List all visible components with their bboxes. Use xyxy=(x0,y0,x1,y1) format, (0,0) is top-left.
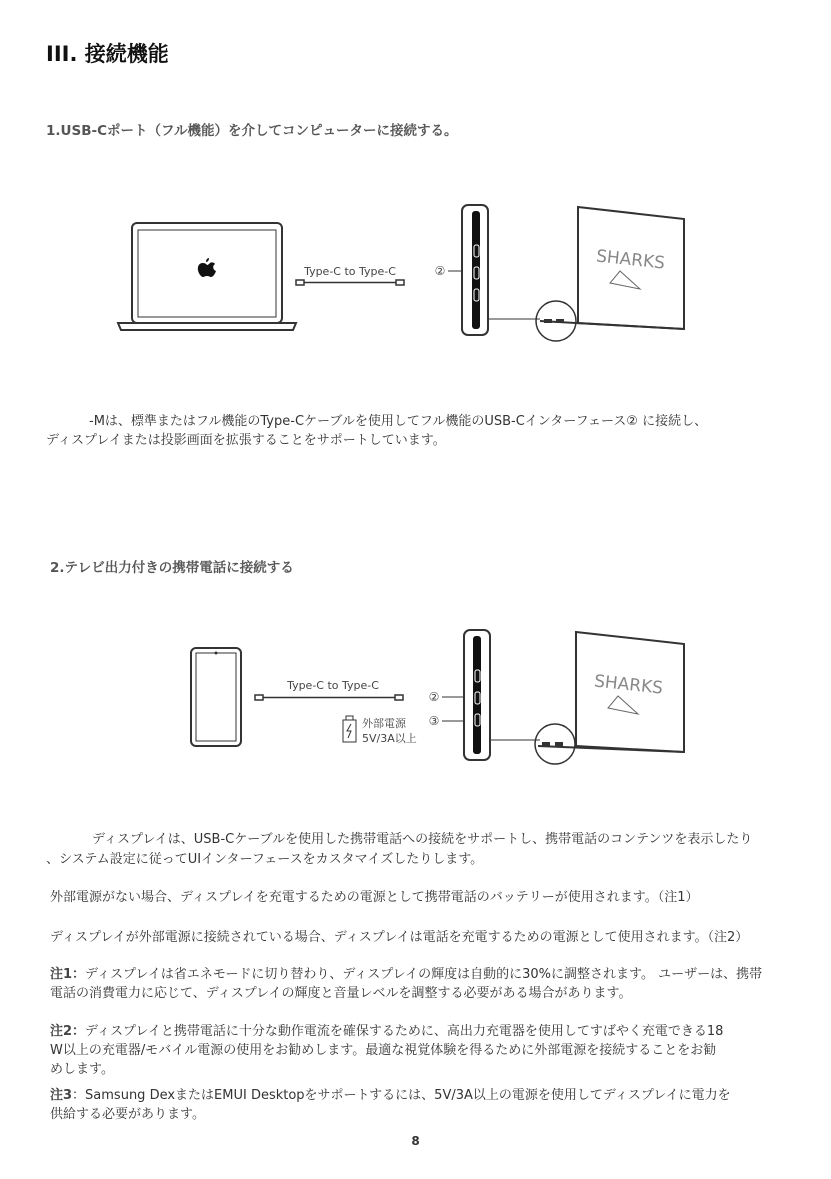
note-1-label: 注1： xyxy=(50,967,86,982)
monitor-side-icon xyxy=(464,630,490,760)
note-no-power: 外部電源がない場合、ディスプレイを充電するための電源として携帯電話のバッテリーが使用されます。（注1） xyxy=(50,890,699,905)
page-title: III. 接続機能 xyxy=(46,42,169,66)
note-3-line2: 供給する必要があります。 xyxy=(50,1107,205,1122)
section1-paragraph-line1: -Mは、標準またはフル機能のType-Cケーブルを使用してフル機能のUSB-Cインターフェース② に接続し、 xyxy=(89,414,708,429)
port-marker: ② xyxy=(434,264,446,278)
cable-label: Type-C to Type-C xyxy=(304,265,396,278)
cable-icon xyxy=(255,695,403,700)
section2-paragraph-line2: 、システム設定に従ってUIインターフェースをカスタマイズしたりします。 xyxy=(46,852,484,867)
note-3 xyxy=(50,1086,731,1124)
section1-title: 1.USB-Cポート（フル機能）を介してコンピューターに接続する。 xyxy=(46,123,458,139)
cable-icon xyxy=(296,280,404,285)
diagram-phone-connection xyxy=(180,620,710,770)
note-2-line1: ディスプレイと携帯電話に十分な動作電流を確保するために、高出力充電器を使用してすばやく充電できる18 xyxy=(85,1024,724,1039)
brand-text: SHARKS xyxy=(595,246,666,274)
note-2-line2: W以上の充電器/モバイル電源の使用をお勧めします。最適な視覚体験を得るために外部電源を接続することをお勧 xyxy=(50,1043,717,1058)
section2-title: 2.テレビ出力付きの携帯電話に接続する xyxy=(50,560,294,576)
monitor-icon xyxy=(536,207,684,341)
note-3-label: 注3 xyxy=(50,1088,73,1103)
section1-paragraph-line2: ディスプレイまたは投影画面を拡張することをサポートしています。 xyxy=(46,433,446,448)
laptop-icon xyxy=(118,223,296,330)
port-marker-3: ③ xyxy=(428,714,440,728)
note-2-label: 注2： xyxy=(50,1024,86,1039)
cable-label: Type-C to Type-C xyxy=(287,679,379,692)
power-label-2: 5V/3A以上 xyxy=(362,732,417,745)
port-marker-2: ② xyxy=(428,690,440,704)
brand-text: SHARKS xyxy=(593,671,664,699)
note-3-line1: ：Samsung DexまたはEMUI Desktopをサポートするには、5V/3A以上の電源を使用してディスプレイに電力を xyxy=(72,1088,731,1103)
note-2-line3: めします。 xyxy=(50,1062,114,1077)
page-number: 8 xyxy=(411,1134,420,1148)
monitor-side-icon xyxy=(462,205,488,335)
power-label-1: 外部電源 xyxy=(362,717,406,730)
note-2 xyxy=(50,1022,723,1079)
phone-icon xyxy=(191,648,241,746)
diagram-computer-connection xyxy=(110,195,710,345)
section2-paragraph-line1: ディスプレイは、USB-Cケーブルを使用した携帯電話への接続をサポートし、携帯電話のコンテンツを表示したり xyxy=(92,832,753,847)
note-1-line2: 電話の消費電力に応じて、ディスプレイの輝度と音量レベルを調整する必要がある場合があります。 xyxy=(50,986,632,1001)
note-1 xyxy=(50,965,762,1003)
power-plug-icon xyxy=(343,716,356,742)
note-with-power: ディスプレイが外部電源に接続されている場合、ディスプレイは電話を充電するための電源として使用されます。（注2） xyxy=(50,930,749,945)
note-1-line1: ディスプレイは省エネモードに切り替わり、ディスプレイの輝度は自動的に30%に調整されます。 ユーザーは、携帯 xyxy=(85,967,763,982)
